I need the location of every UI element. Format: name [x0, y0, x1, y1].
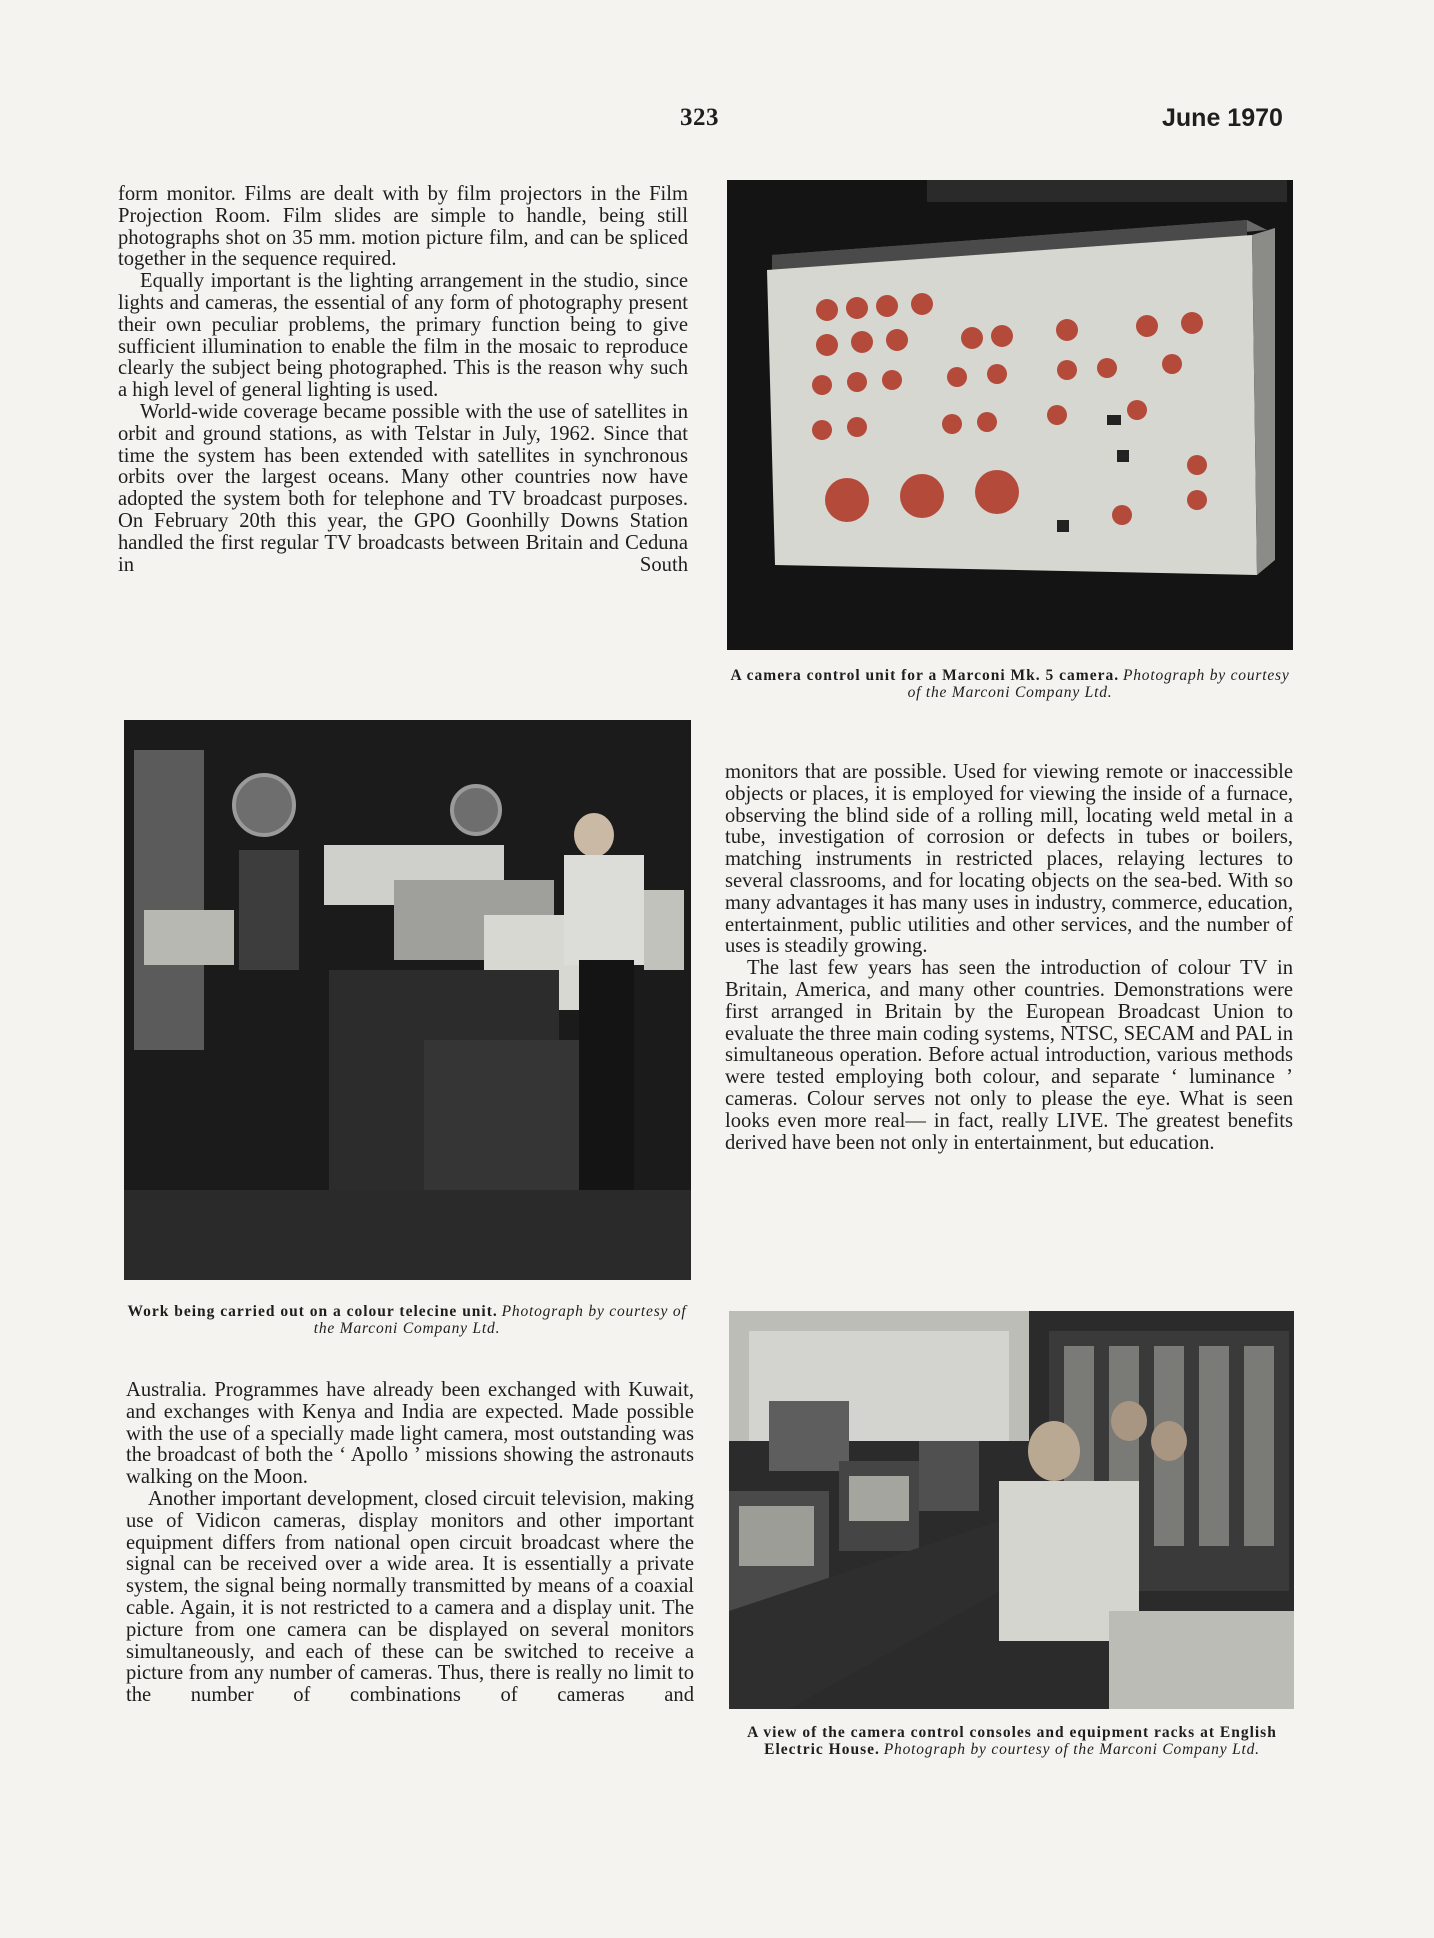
paragraph: monitors that are possible. Used for viewing remote or inaccessible objects or places, it is employed for viewing the inside of a furnace, observing the blind side of a rolling mill, locating weld metal in a tube, investigation of corrosion or defects in tubes or boilers, matching instruments in restricted places, relaying lectures to several classrooms, and for locating objects on the sea-bed. With so many advantages it has many uses in industry, commerce, education, entertainment, public utilities and other services, and the number of uses is steadily growing. — [725, 761, 1293, 958]
caption-credit: Photograph by courtesy of the Marconi Company Ltd. — [907, 667, 1290, 701]
telecine-caption — [120, 1303, 694, 1337]
issue-date: June 1970 — [1162, 104, 1283, 132]
paragraph: Australia. Programmes have already been exchanged with Kuwait, and exchanges with Kenya and India are expected. Made possible with the use of a specially made light camera, most outstanding was the broadcast of both the ‘ Apollo ’ missions showing the astronauts walking on the Moon. — [126, 1379, 694, 1489]
left-column-bottom-text — [126, 1380, 694, 1707]
camera-control-unit-photo — [727, 180, 1293, 650]
camera-control-caption — [723, 667, 1297, 701]
caption-label: Work being carried out on a colour telecine unit. — [127, 1303, 498, 1320]
paragraph: Another important development, closed circuit television, making use of Vidicon cameras, display monitors and other important equipment differs from national open circuit broadcast where the signal can be received over a wide area. It is essentially a private system, the signal being normally transmitted by means of a coaxial cable. Again, it is not restricted to a camera and a display unit. The picture from one camera can be displayed on several monitors simultaneously, and each of these can be switched to receive a picture from any number of cameras. Thus, there is really no limit to the number of combinations of cameras and — [126, 1487, 694, 1707]
left-column-top-text — [118, 184, 688, 576]
paragraph: Equally important is the lighting arrangement in the studio, since lights and cameras, the essential of any form of photography present their own peculiar problems, the primary function being to give sufficient illumination to enable the film in the mosaic to reproduce clearly the subject being photographed. This is the reason why such a high level of general lighting is used. — [118, 270, 688, 402]
caption-credit: Photograph by courtesy of the Marconi Company Ltd. — [883, 1741, 1260, 1758]
paragraph: The last few years has seen the introduction of colour TV in Britain, America, and many other countries. Demonstrations were first arranged in Britain by the European Broadcast Union to evaluate the three main coding systems, NTSC, SECAM and PAL in simultaneous operation. Before actual introduction, various methods were tested employing both colour, and separate ‘ luminance ’ cameras. Colour serves not only to please the eye. What is seen looks even more real— in fact, really LIVE. The greatest benefits derived have been not only in entertainment, but education. — [725, 957, 1293, 1154]
telecine-unit-photo — [124, 720, 691, 1280]
right-column-middle-text — [725, 762, 1293, 1154]
control-consoles-photo — [729, 1311, 1294, 1709]
paragraph: form monitor. Films are dealt with by film projectors in the Film Projection Room. Film slides are simple to handle, being still photographs shot on 35 mm. motion picture film, and can be spliced together in the sequence required. — [118, 183, 688, 271]
caption-credit: Photograph by courtesy of the Marconi Company Ltd. — [313, 1303, 687, 1337]
caption-label: A view of the camera control consoles and equipment racks at English Electric House. — [747, 1724, 1277, 1758]
page-number: 323 — [680, 104, 719, 131]
consoles-caption — [727, 1724, 1297, 1758]
paragraph: World-wide coverage became possible with the use of satellites in orbit and ground stations, as with Telstar in July, 1962. Since that time the system has been extended with satellites in synchronous orbits over the largest oceans. Many other countries now have adopted the system both for telephone and TV broadcast purposes. On February 20th this year, the GPO Goonhilly Downs Station handled the first regular TV broadcasts between Britain and Ceduna in South — [118, 400, 688, 576]
caption-label: A camera control unit for a Marconi Mk. 5 camera. — [730, 667, 1120, 684]
